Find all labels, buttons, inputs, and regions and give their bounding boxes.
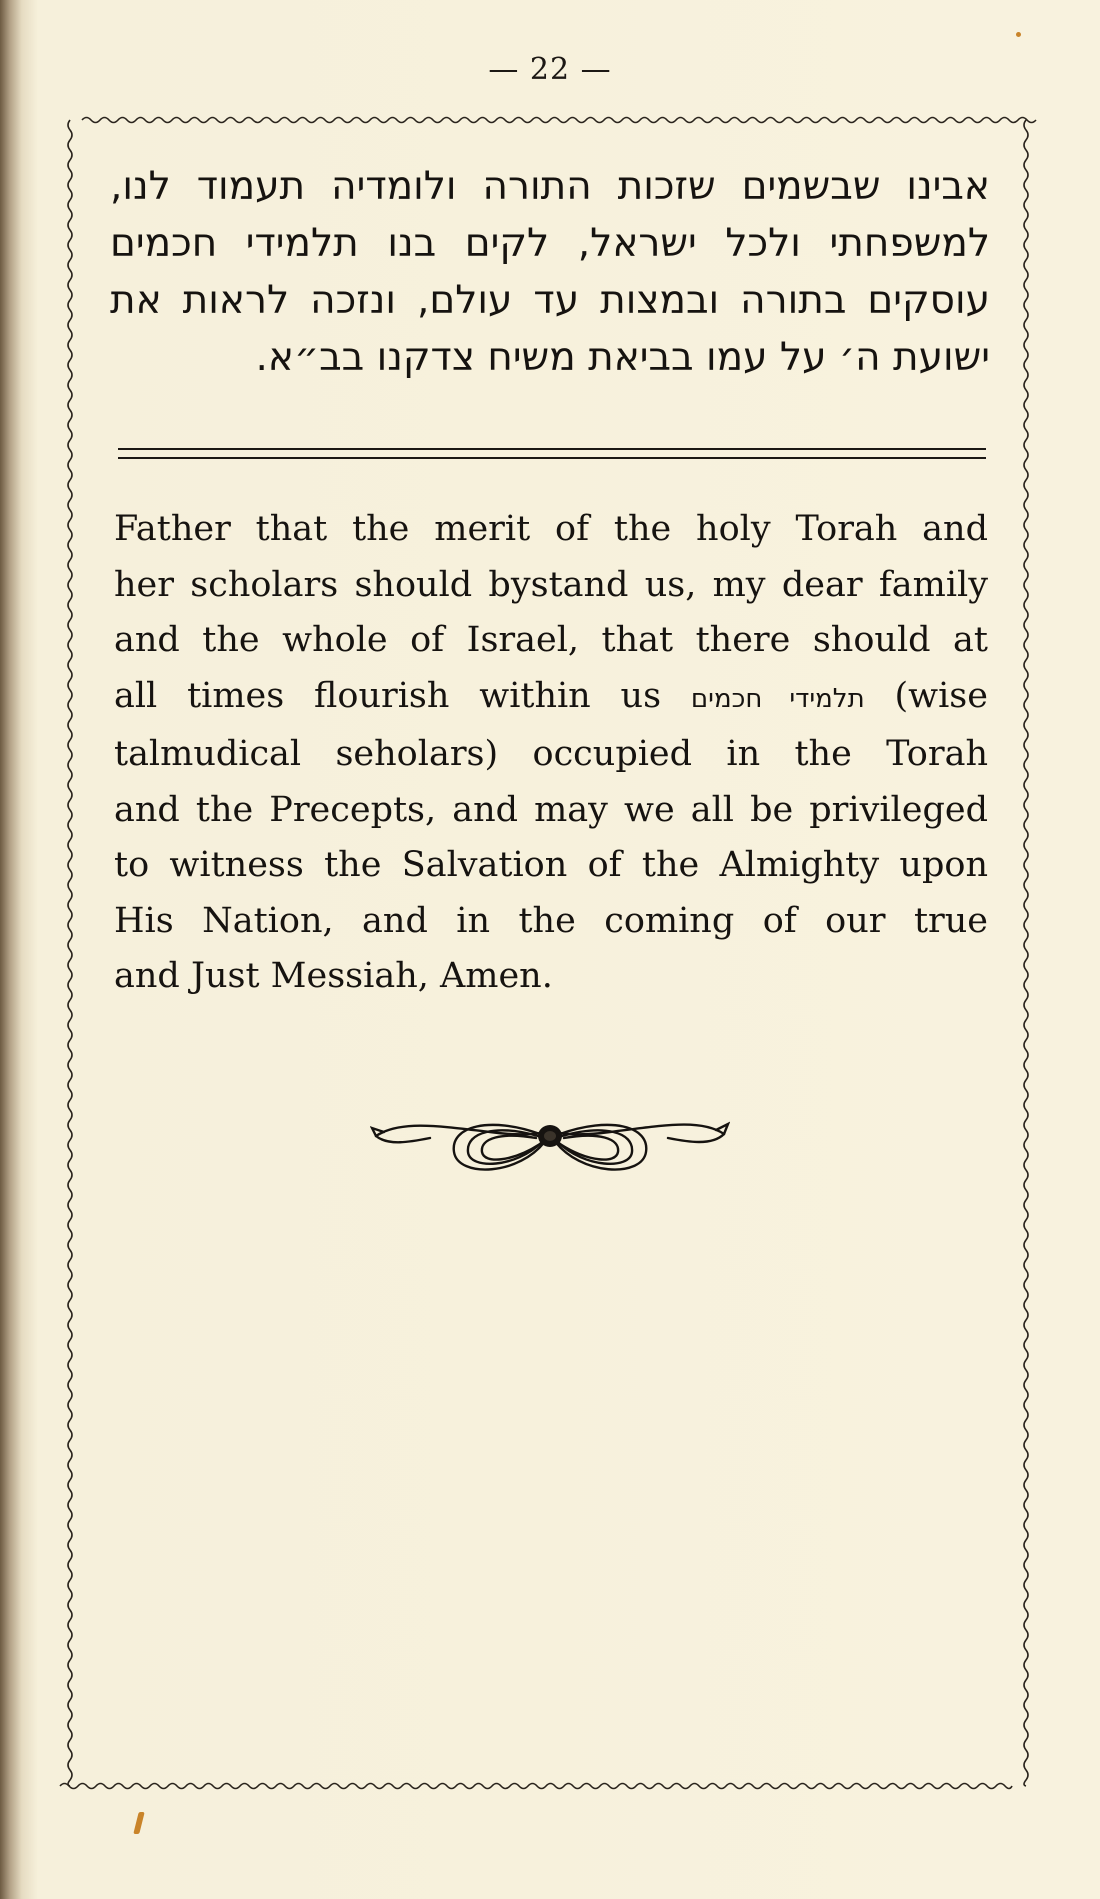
hebrew-line: אבינו שבשמים שזכות התורה ולומדיה תעמוד לנו, bbox=[110, 164, 990, 209]
frame-left-edge bbox=[68, 120, 72, 1786]
inline-hebrew-term: תלמידי חכמים bbox=[690, 683, 865, 714]
hebrew-line: עוסקים בתורה ובמצות עד עולם, ונזכה לראות את bbox=[110, 278, 990, 323]
frame-top-edge bbox=[82, 118, 1036, 123]
english-line: and the Precepts, and may we all be privileged bbox=[114, 789, 988, 830]
double-rule-top bbox=[118, 448, 986, 450]
english-line: His Nation, and in the coming of our true bbox=[114, 900, 988, 941]
english-translation bbox=[114, 502, 988, 1005]
frame-right-edge bbox=[1024, 120, 1028, 1786]
english-line: Father that the merit of the holy Torah and bbox=[114, 509, 988, 549]
english-line: and Just Messiah, Amen. bbox=[114, 956, 553, 996]
english-fragment: (wise bbox=[894, 675, 988, 716]
english-line: and the whole of Israel, that there should at bbox=[114, 620, 988, 660]
frame-bottom-edge bbox=[60, 1784, 1012, 1789]
english-fragment: all times flourish within us bbox=[114, 675, 662, 716]
page-number: — 22 — bbox=[488, 52, 612, 87]
english-line: talmudical seholars) occupied in the Torah bbox=[114, 734, 988, 774]
hebrew-line: למשפחתי ולכל ישראל, לקים בנו תלמידי חכמים bbox=[110, 221, 990, 266]
double-rule-bottom bbox=[118, 457, 986, 459]
english-line-with-hebrew bbox=[114, 669, 988, 728]
english-line: her scholars should bystand us, my dear family bbox=[114, 564, 988, 605]
english-line: to witness the Salvation of the Almighty upon bbox=[114, 845, 988, 885]
ribbon-bow-ornament bbox=[370, 1106, 730, 1186]
hebrew-line: ישועת ה׳ על עמו בביאת משיח צדקנו בב״א. bbox=[255, 335, 990, 380]
hebrew-prayer bbox=[110, 158, 990, 386]
